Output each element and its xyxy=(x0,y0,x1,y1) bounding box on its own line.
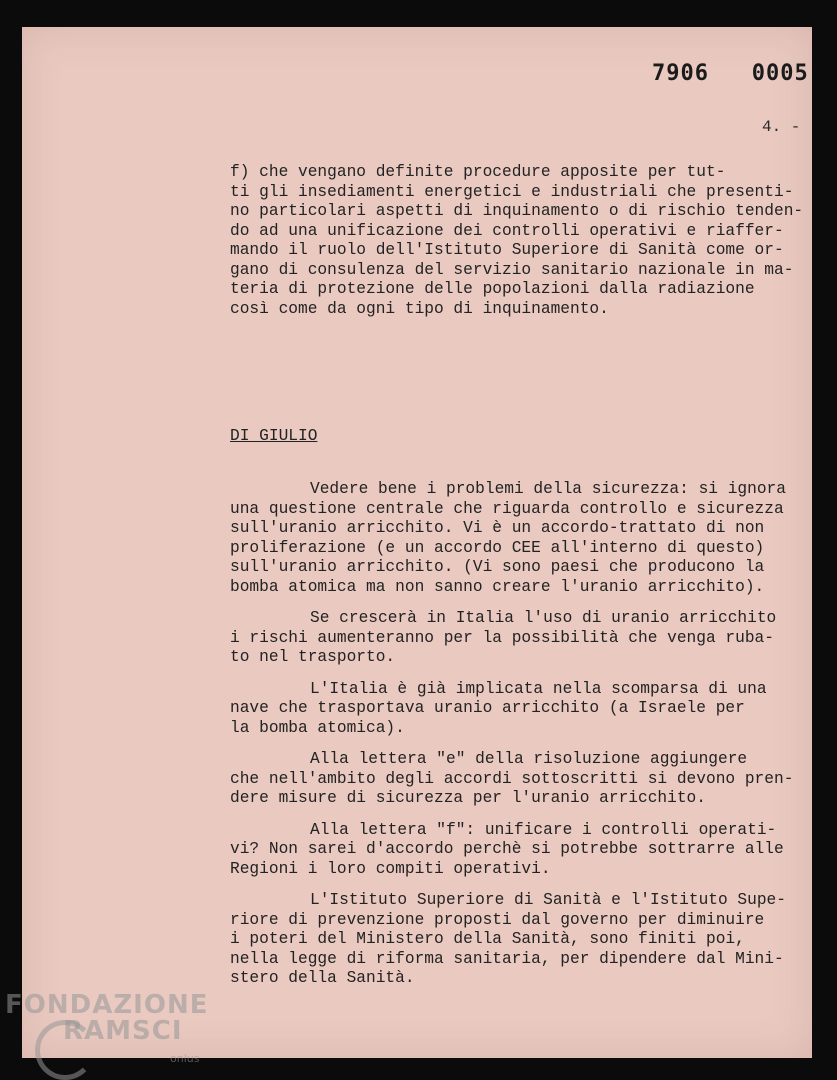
text-line: che nell'ambito degli accordi sottoscritti si devono pren- xyxy=(230,769,794,788)
watermark-line-1: FONDAZIONE xyxy=(5,990,209,1020)
text-line: Se crescerà in Italia l'uso di uranio arricchito xyxy=(310,609,777,627)
archive-stamp: 7906 0005 xyxy=(652,61,809,86)
text-line: nave che trasportava uranio arricchito (a Israele per xyxy=(230,699,745,717)
text-line: sull'uranio arricchito. Vi è un accordo-trattato di non xyxy=(230,519,765,537)
text-line: Alla lettera "f": unificare i controlli operati- xyxy=(310,820,777,839)
text-line: gano di consulenza del servizio sanitario nazionale in ma- xyxy=(230,260,794,279)
text-line: la bomba atomica). xyxy=(230,718,405,737)
page-number: 4. - xyxy=(762,118,801,136)
text-line: i rischi aumenteranno per la possibilità che venga ruba- xyxy=(230,628,774,647)
paragraph xyxy=(230,750,800,809)
watermark-g-logo-icon xyxy=(35,1020,95,1080)
watermark-line-3: onlus xyxy=(170,1052,200,1065)
text-line: Regioni i loro compiti operativi. xyxy=(230,859,551,878)
section-f xyxy=(230,163,804,319)
speech-body xyxy=(230,480,800,1001)
text-line: i poteri del Ministero della Sanità, sono finiti poi, xyxy=(230,930,745,948)
text-line: teria di protezione delle popolazioni dalla radiazione xyxy=(230,280,755,298)
text-line: così come da ogni tipo di inquinamento. xyxy=(230,299,609,318)
text-line: f) che vengano definite procedure apposite per tut- xyxy=(230,163,726,181)
text-line: Alla lettera "e" della risoluzione aggiungere xyxy=(310,750,748,768)
text-line: sull'uranio arricchito. (Vi sono paesi che producono la xyxy=(230,558,765,576)
text-line: proliferazione (e un accordo CEE all'interno di questo) xyxy=(230,538,765,557)
speaker-heading: DI GIULIO xyxy=(230,427,318,445)
text-line: una questione centrale che riguarda controllo e sicurezza xyxy=(230,499,784,518)
text-line: L'Italia è già implicata nella scomparsa di una xyxy=(310,679,767,698)
text-line: do ad una unificazione dei controlli operativi e riaffer- xyxy=(230,221,784,240)
paragraph xyxy=(230,680,800,739)
text-line: mando il ruolo dell'Istituto Superiore di Sanità come or- xyxy=(230,241,784,259)
text-line: vi? Non sarei d'accordo perchè si potrebbe sottrarre alle xyxy=(230,840,784,858)
text-line: riore di prevenzione proposti dal governo per diminuire xyxy=(230,910,765,929)
text-line: bomba atomica ma non sanno creare l'uranio arricchito). xyxy=(230,577,765,596)
paragraph xyxy=(230,609,800,668)
text-line: stero della Sanità. xyxy=(230,969,415,987)
foundation-watermark xyxy=(5,990,209,1065)
text-line: ti gli insediamenti energetici e industriali che presenti- xyxy=(230,182,794,201)
paragraph xyxy=(230,821,800,880)
text-line: to nel trasporto. xyxy=(230,648,396,666)
watermark-line-2: RAMSCI xyxy=(63,1016,183,1046)
paragraph xyxy=(230,891,800,989)
text-line: Vedere bene i problemi della sicurezza: si ignora xyxy=(310,480,786,498)
text-line: dere misure di sicurezza per l'uranio arricchito. xyxy=(230,789,706,807)
text-line: L'Istituto Superiore di Sanità e l'Istituto Supe- xyxy=(310,891,786,909)
paragraph xyxy=(230,480,800,597)
text-line: no particolari aspetti di inquinamento o di rischio tenden- xyxy=(230,202,804,220)
text-line: nella legge di riforma sanitaria, per dipendere dal Mini- xyxy=(230,949,784,968)
